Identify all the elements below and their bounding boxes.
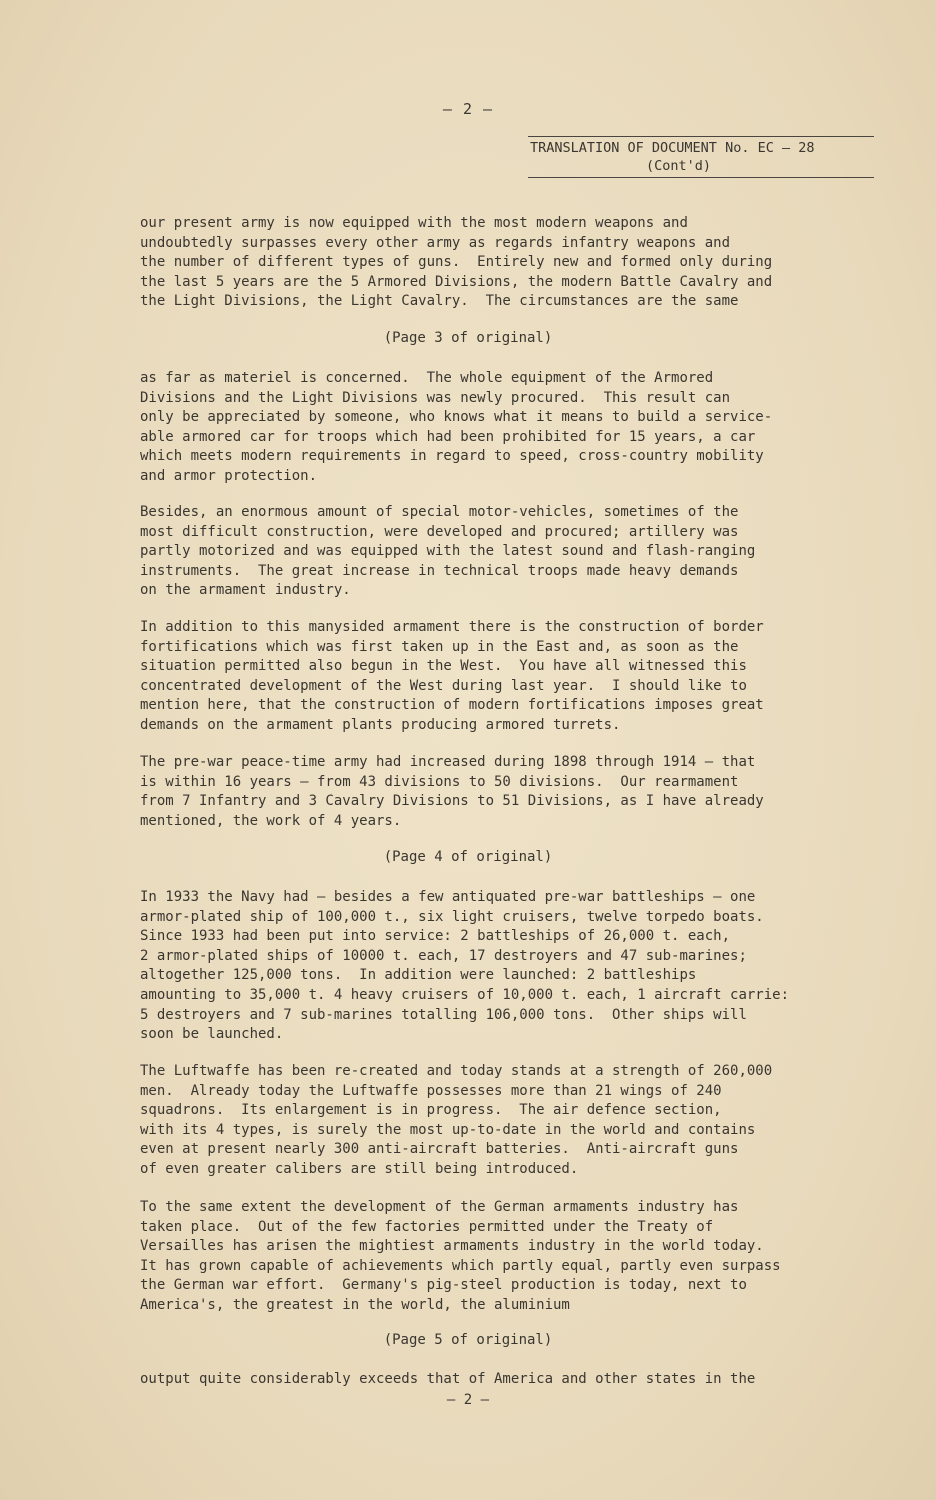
- paragraph-materiel: as far as materiel is concerned. The whole equipment of the Armored Divisions and the Light Divisions was newly procured. This result can only be appreciated by someone, who knows what it means to build a service- able armored car for troops which had been prohibited for 15 years, a car which meets modern requirements in regard to speed, cross-country mobility and armor protection.: [140, 370, 773, 484]
- paragraph-aluminium-output: output quite considerably exceeds that of America and other states in the: [140, 1371, 756, 1387]
- page-reference-4: (Page 4 of original): [383, 849, 553, 865]
- page-reference-5: (Page 5 of original): [383, 1332, 553, 1348]
- header-rule-bottom: [528, 177, 874, 178]
- page-reference-3: (Page 3 of original): [383, 330, 553, 346]
- paragraph-fortifications: In addition to this manysided armament there is the construction of border fortifications which was first taken up in the East and, as soon as the situation permitted also begun in the West. You have all witnessed this concentrated development of the West during last year. I should like to mention here, that the construction of modern fortifications imposes great demands on the armament plants producing armored turrets.: [140, 619, 764, 733]
- paragraph-navy: In 1933 the Navy had – besides a few antiquated pre-war battleships – one armor-plated ship of 100,000 t., six light cruisers, twelve torpedo boats. Since 1933 had been put into service: 2 battleships of 26,000 t. each, 2 armor-plated ships of 10000 t. each, 17 destroyers and 47 sub-marines; altogether 125,000 tons. In addition were launched: 2 battleships amounting to 35,000 t. 4 heavy cruisers of 10,000 t. each, 1 aircraft carrie: 5 destroyers and 7 sub-marines totalling 106,000 tons. Other ships will soon be launched.: [140, 889, 790, 1043]
- paragraph-army-equipment: our present army is now equipped with the most modern weapons and undoubtedly surpasses every other army as regards infantry weapons and the number of different types of guns. Entirely new and formed only during the last 5 years are the 5 Armored Divisions, the modern Battle Cavalry and the Light Divisions, the Light Cavalry. The circumstances are the same: [140, 215, 773, 310]
- document-header: [528, 136, 874, 178]
- page-number-bottom: – 2 –: [446, 1392, 490, 1408]
- paragraph-luftwaffe: The Luftwaffe has been re-created and today stands at a strength of 260,000 men. Already today the Luftwaffe possesses more than 21 wings of 240 squadrons. Its enlargement is in progress. The air defence section, with its 4 types, is surely the most up-to-date in the world and contains even at present nearly 300 anti-aircraft batteries. Anti-aircraft guns of even greater calibers are still being introduced.: [140, 1063, 773, 1177]
- header-title: TRANSLATION OF DOCUMENT No. EC – 28: [530, 140, 815, 156]
- header-continued: (Cont'd): [646, 158, 712, 174]
- paragraph-armaments-industry: To the same extent the development of the German armaments industry has taken place. Out of the few factories permitted under the Treaty of Versailles has arisen the mightiest armaments industry in the world today. It has grown capable of achievements which partly equal, partly even surpass the German war effort. Germany's pig-steel production is today, next to America's, the greatest in the world, the aluminium: [140, 1199, 781, 1313]
- paragraph-pre-war-army: The pre-war peace-time army had increased during 1898 through 1914 – that is within 16 years – from 43 divisions to 50 divisions. Our rearmament from 7 Infantry and 3 Cavalry Divisions to 51 Divisions, as I have already mentioned, the work of 4 years.: [140, 754, 764, 829]
- page-number-top: – 2 –: [442, 100, 494, 118]
- header-rule-top: [528, 136, 874, 137]
- paragraph-motor-vehicles: Besides, an enormous amount of special motor-vehicles, sometimes of the most difficult construction, were developed and procured; artillery was partly motorized and was equipped with the latest sound and flash-ranging instruments. The great increase in technical troops made heavy demands on the armament industry.: [140, 504, 756, 599]
